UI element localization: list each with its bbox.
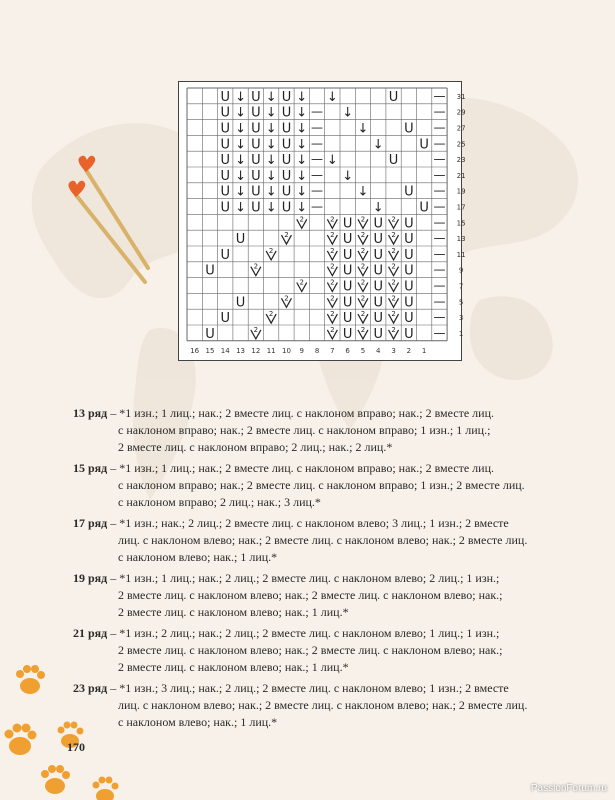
svg-text:2: 2 [360, 231, 366, 240]
yarn-over-symbol: U [404, 295, 414, 311]
purl-symbol: — [311, 183, 324, 198]
chart-col-label: 6 [345, 346, 350, 355]
yarn-over-symbol: U [251, 105, 261, 121]
decrease-arrow-symbol: ↓ [235, 89, 247, 105]
yarn-over-symbol: U [205, 326, 215, 342]
yarn-over-symbol: U [281, 153, 292, 169]
decrease-arrow-symbol: ↓ [342, 168, 354, 184]
chart-row-label: 19 [456, 187, 466, 196]
yarn-over-symbol: U [404, 184, 414, 200]
svg-text:2: 2 [391, 278, 396, 287]
instruction-line [73, 549, 551, 566]
purl-symbol: — [433, 104, 446, 119]
svg-text:2: 2 [253, 325, 259, 334]
instruction-line [73, 515, 551, 532]
yarn-over-symbol: U [220, 311, 231, 327]
svg-text:2: 2 [284, 294, 289, 303]
decrease-arrow-symbol: ↓ [235, 153, 247, 169]
decrease-arrow-symbol: ↓ [235, 121, 247, 137]
yarn-over-symbol: U [205, 263, 215, 279]
yarn-over-symbol: U [342, 311, 353, 327]
yarn-over-symbol: U [281, 105, 292, 121]
yarn-over-symbol: U [342, 216, 353, 232]
instruction-row [73, 625, 551, 676]
paw-icon [16, 665, 45, 694]
chart-row-label: 1 [458, 329, 464, 338]
purl-symbol: — [311, 152, 324, 167]
purl-symbol: — [433, 325, 446, 340]
svg-text:2: 2 [253, 262, 259, 271]
yarn-over-symbol: U [388, 153, 399, 169]
row-text: 2 вместе лиц. с наклоном влево; нак.; 2 вместе лиц. с наклоном влево; нак.; [118, 643, 503, 657]
svg-text:2: 2 [391, 310, 396, 319]
row-text: 2 вместе лиц. с наклоном влево; нак.; 1 лиц.* [118, 605, 349, 619]
svg-text:2: 2 [330, 325, 335, 334]
yarn-over-symbol: U [419, 200, 429, 216]
svg-text:2: 2 [299, 278, 304, 287]
decrease-arrow-symbol: ↓ [296, 105, 308, 121]
yarn-over-symbol: U [373, 247, 384, 263]
yarn-over-symbol: U [281, 89, 292, 105]
yarn-over-symbol: U [404, 121, 414, 137]
decrease-arrow-symbol: ↓ [265, 153, 277, 169]
yarn-over-symbol: U [373, 216, 384, 232]
decrease-arrow-symbol: ↓ [235, 184, 247, 200]
svg-text:2: 2 [284, 231, 289, 240]
row-text: с наклоном влево; нак.; 1 лиц.* [118, 550, 278, 564]
yarn-over-symbol: U [220, 121, 231, 137]
chart-row-label: 31 [456, 92, 466, 101]
svg-text:2: 2 [391, 231, 396, 240]
yarn-over-symbol: U [235, 295, 246, 311]
heart-icon [79, 156, 96, 172]
purl-symbol: — [433, 278, 446, 293]
yarn-over-symbol: U [404, 311, 414, 327]
yarn-over-symbol: U [404, 247, 414, 263]
decrease-arrow-symbol: ↓ [235, 105, 247, 121]
chart-col-label: 1 [421, 346, 427, 355]
yarn-over-symbol: U [373, 311, 384, 327]
decrease-arrow-symbol: ↓ [296, 153, 308, 169]
instruction-line [73, 587, 551, 604]
purl-symbol: — [311, 199, 324, 214]
decrease-arrow-symbol: ↓ [265, 89, 277, 105]
instruction-line [73, 405, 551, 422]
instruction-line [73, 604, 551, 621]
row-text: – *1 изн.; нак.; 2 лиц.; 2 вместе лиц. с наклоном влево; 3 лиц.; 1 изн.; 2 вместе [110, 516, 509, 530]
chart-row-label: 25 [456, 140, 466, 149]
purl-symbol: — [311, 167, 324, 182]
row-text: лиц. с наклоном влево; нак.; 2 вместе лиц. с наклоном влево; нак.; 2 вместе лиц. [118, 698, 528, 712]
row-text: – *1 изн.; 1 лиц.; нак.; 2 лиц.; 2 вместе лиц. с наклоном влево; 2 лиц.; 1 изн.; [110, 571, 500, 585]
k2tog-symbol [358, 294, 368, 307]
instruction-line [73, 439, 551, 456]
yarn-over-symbol: U [373, 295, 384, 311]
row-text: – *1 изн.; 2 лиц.; нак.; 2 лиц.; 2 вместе лиц. с наклоном влево; 1 лиц.; 1 изн.; [110, 626, 500, 640]
k2tog-symbol [327, 247, 337, 260]
yarn-over-symbol: U [404, 232, 414, 248]
decrease-arrow-symbol: ↓ [265, 184, 277, 200]
yarn-over-symbol: U [220, 200, 231, 216]
chart-row-label: 27 [456, 124, 466, 133]
row-text: с наклоном вправо; 2 лиц.; нак.; 3 лиц.* [118, 495, 321, 509]
row-text: – *1 изн.; 1 лиц.; нак.; 2 вместе лиц. с наклоном вправо; нак.; 2 вместе лиц. [110, 406, 494, 420]
svg-text:2: 2 [268, 310, 274, 319]
page-number: 170 [67, 740, 85, 754]
knitting-chart [178, 81, 466, 361]
yarn-over-symbol: U [342, 326, 353, 342]
yarn-over-symbol: U [220, 168, 231, 184]
decrease-arrow-symbol: ↓ [372, 200, 384, 216]
chart-row-label: 9 [458, 266, 464, 275]
k2tog-symbol [327, 310, 337, 323]
decrease-arrow-symbol: ↓ [296, 168, 308, 184]
heart-icon [69, 181, 86, 197]
purl-symbol: — [311, 104, 324, 119]
row-text: – *1 изн.; 1 лиц.; нак.; 2 вместе лиц. с наклоном вправо; нак.; 2 вместе лиц. [110, 461, 494, 475]
k2tog-symbol [389, 279, 399, 292]
svg-text:2: 2 [299, 215, 304, 224]
decrease-arrow-symbol: ↓ [296, 121, 308, 137]
row-text: 2 вместе лиц. с наклоном вправо; 2 лиц.; нак.; 2 лиц.* [118, 440, 393, 454]
yarn-over-symbol: U [373, 232, 384, 248]
instruction-line [73, 494, 551, 511]
decrease-arrow-symbol: ↓ [235, 200, 247, 216]
instruction-row [73, 405, 551, 456]
yarn-over-symbol: U [342, 232, 353, 248]
paw-icon [5, 724, 37, 756]
k2tog-symbol [327, 231, 337, 244]
k2tog-symbol [389, 215, 399, 228]
chart-col-label: 8 [314, 346, 320, 355]
instruction-line [73, 422, 551, 439]
instruction-line [73, 625, 551, 642]
row-label: 13 ряд [73, 406, 108, 420]
decrease-arrow-symbol: ↓ [265, 105, 277, 121]
svg-text:2: 2 [360, 325, 366, 334]
yarn-over-symbol: U [220, 89, 231, 105]
k2tog-symbol [389, 231, 399, 244]
svg-text:2: 2 [360, 294, 366, 303]
k2tog-symbol [327, 215, 337, 228]
svg-text:2: 2 [360, 310, 366, 319]
instruction-line [73, 460, 551, 477]
svg-text:2: 2 [360, 215, 366, 224]
instruction-line [73, 477, 551, 494]
instruction-line [73, 714, 551, 731]
k2tog-symbol [327, 326, 337, 339]
knitting-chart-grid [179, 82, 466, 360]
decrease-arrow-symbol: ↓ [235, 168, 247, 184]
decrease-arrow-symbol: ↓ [265, 121, 277, 137]
k2tog-symbol [389, 247, 399, 260]
yarn-over-symbol: U [342, 247, 353, 263]
purl-symbol: — [433, 183, 446, 198]
yarn-over-symbol: U [342, 295, 353, 311]
yarn-over-symbol: U [404, 216, 414, 232]
row-label: 21 ряд [73, 626, 108, 640]
purl-symbol: — [433, 167, 446, 182]
k2tog-symbol [389, 310, 399, 323]
chart-col-label: 11 [266, 346, 276, 355]
decrease-arrow-symbol: ↓ [372, 137, 384, 153]
svg-text:2: 2 [330, 310, 335, 319]
purl-symbol: — [433, 120, 446, 135]
instruction-row [73, 680, 551, 731]
instruction-line [73, 659, 551, 676]
k2tog-symbol [389, 263, 399, 276]
svg-text:2: 2 [391, 294, 396, 303]
instruction-line [73, 532, 551, 549]
chart-row-label: 29 [456, 108, 466, 117]
instruction-row [73, 570, 551, 621]
yarn-over-symbol: U [419, 137, 429, 153]
yarn-over-symbol: U [251, 184, 261, 200]
svg-text:2: 2 [391, 246, 396, 255]
k2tog-symbol [389, 294, 399, 307]
yarn-over-symbol: U [281, 200, 292, 216]
svg-text:2: 2 [391, 325, 396, 334]
yarn-over-symbol: U [251, 168, 261, 184]
yarn-over-symbol: U [404, 326, 414, 342]
svg-text:2: 2 [330, 215, 335, 224]
svg-text:2: 2 [268, 246, 274, 255]
instruction-row [73, 515, 551, 566]
row-label: 19 ряд [73, 571, 108, 585]
k2tog-symbol [297, 215, 307, 228]
k2tog-symbol [281, 294, 291, 307]
yarn-over-symbol: U [281, 168, 292, 184]
decrease-arrow-symbol: ↓ [342, 105, 354, 121]
purl-symbol: — [433, 294, 446, 309]
svg-text:2: 2 [330, 246, 335, 255]
k2tog-symbol [251, 263, 261, 276]
k2tog-symbol [327, 294, 337, 307]
row-text: – *1 изн.; 3 лиц.; нак.; 2 лиц.; 2 вместе лиц. с наклоном влево; 1 изн.; 2 вместе [110, 681, 509, 695]
k2tog-symbol [358, 263, 368, 276]
chart-row-label: 15 [456, 219, 466, 228]
yarn-over-symbol: U [251, 153, 261, 169]
chart-col-label: 14 [220, 346, 230, 355]
row-text: с наклоном вправо; нак.; 2 вместе лиц. с наклоном вправо; 1 изн.; 2 вместе лиц. [118, 478, 525, 492]
svg-text:2: 2 [330, 278, 335, 287]
svg-text:2: 2 [330, 294, 335, 303]
chart-col-label: 15 [205, 346, 215, 355]
knitting-instructions [73, 405, 551, 735]
yarn-over-symbol: U [220, 247, 231, 263]
svg-text:2: 2 [330, 231, 335, 240]
yarn-over-symbol: U [342, 263, 353, 279]
decrease-arrow-symbol: ↓ [296, 200, 308, 216]
chart-col-label: 5 [360, 346, 366, 355]
k2tog-symbol [389, 326, 399, 339]
k2tog-symbol [266, 247, 276, 260]
chart-col-label: 2 [406, 346, 412, 355]
row-text: лиц. с наклоном влево; нак.; 2 вместе лиц. с наклоном влево; нак.; 2 вместе лиц. [118, 533, 528, 547]
yarn-over-symbol: U [220, 137, 231, 153]
chart-col-label: 7 [330, 346, 335, 355]
row-text: с наклоном влево; нак.; 1 лиц.* [118, 715, 278, 729]
k2tog-symbol [358, 326, 368, 339]
chart-row-label: 5 [458, 298, 464, 307]
svg-text:2: 2 [360, 278, 366, 287]
decrease-arrow-symbol: ↓ [326, 89, 338, 105]
decrease-arrow-symbol: ↓ [357, 184, 369, 200]
row-text: 2 вместе лиц. с наклоном влево; нак.; 1 лиц.* [118, 660, 349, 674]
chart-col-label: 4 [376, 346, 381, 355]
chart-col-label: 9 [299, 346, 304, 355]
purl-symbol: — [433, 246, 446, 261]
chart-row-label: 13 [456, 235, 466, 244]
svg-text:2: 2 [391, 215, 396, 224]
yarn-over-symbol: U [235, 232, 246, 248]
chart-row-label: 11 [456, 250, 466, 259]
yarn-over-symbol: U [404, 263, 414, 279]
paw-icon [41, 765, 70, 794]
k2tog-symbol [297, 279, 307, 292]
purl-symbol: — [311, 136, 324, 151]
chart-row-label: 7 [458, 282, 464, 291]
yarn-over-symbol: U [251, 89, 261, 105]
decrease-arrow-symbol: ↓ [265, 168, 277, 184]
decrease-arrow-symbol: ↓ [296, 89, 308, 105]
purl-symbol: — [433, 262, 446, 277]
k2tog-symbol [281, 231, 291, 244]
yarn-over-symbol: U [281, 137, 292, 153]
row-label: 17 ряд [73, 516, 108, 530]
yarn-over-symbol: U [220, 184, 231, 200]
yarn-over-symbol: U [404, 279, 414, 295]
yarn-over-symbol: U [220, 105, 231, 121]
yarn-over-symbol: U [373, 279, 384, 295]
k2tog-symbol [327, 263, 337, 276]
purl-symbol: — [433, 215, 446, 230]
yarn-over-symbol: U [251, 137, 261, 153]
row-text: 2 вместе лиц. с наклоном влево; нак.; 2 вместе лиц. с наклоном влево; нак.; [118, 588, 503, 602]
row-label: 23 ряд [73, 681, 108, 695]
svg-text:2: 2 [330, 262, 335, 271]
instruction-line [73, 570, 551, 587]
k2tog-symbol [358, 215, 368, 228]
paw-icon [93, 777, 119, 800]
chart-col-label: 10 [281, 346, 291, 355]
decrease-arrow-symbol: ↓ [265, 137, 277, 153]
purl-symbol: — [433, 199, 446, 214]
chart-col-label: 3 [391, 346, 396, 355]
decrease-arrow-symbol: ↓ [296, 137, 308, 153]
site-watermark: PassionForum.ru [530, 783, 607, 794]
purl-symbol: — [433, 231, 446, 246]
instruction-line [73, 642, 551, 659]
yarn-over-symbol: U [251, 121, 261, 137]
yarn-over-symbol: U [281, 184, 292, 200]
yarn-over-symbol: U [281, 121, 292, 137]
decrease-arrow-symbol: ↓ [265, 200, 277, 216]
chart-col-label: 13 [236, 346, 246, 355]
decrease-arrow-symbol: ↓ [326, 153, 338, 169]
purl-symbol: — [433, 152, 446, 167]
yarn-over-symbol: U [342, 279, 353, 295]
decrease-arrow-symbol: ↓ [235, 137, 247, 153]
row-label: 15 ряд [73, 461, 108, 475]
k2tog-symbol [266, 310, 276, 323]
knitting-needles-illustration [60, 150, 160, 290]
purl-symbol: — [433, 310, 446, 325]
k2tog-symbol [358, 247, 368, 260]
purl-symbol: — [433, 88, 446, 103]
instruction-line [73, 697, 551, 714]
purl-symbol: — [433, 136, 446, 151]
purl-symbol: — [311, 120, 324, 135]
decrease-arrow-symbol: ↓ [357, 121, 369, 137]
yarn-over-symbol: U [220, 153, 231, 169]
yarn-over-symbol: U [373, 326, 384, 342]
instruction-line [73, 680, 551, 697]
yarn-over-symbol: U [251, 200, 261, 216]
svg-text:2: 2 [360, 262, 366, 271]
yarn-over-symbol: U [373, 263, 384, 279]
chart-row-label: 21 [456, 171, 466, 180]
k2tog-symbol [327, 279, 337, 292]
k2tog-symbol [358, 231, 368, 244]
chart-col-label: 12 [251, 346, 261, 355]
k2tog-symbol [358, 279, 368, 292]
k2tog-symbol [251, 326, 261, 339]
yarn-over-symbol: U [388, 89, 399, 105]
chart-row-label: 23 [456, 156, 466, 165]
chart-row-label: 17 [456, 203, 466, 212]
decrease-arrow-symbol: ↓ [296, 184, 308, 200]
svg-text:2: 2 [360, 246, 366, 255]
chart-col-label: 16 [190, 346, 200, 355]
svg-text:2: 2 [391, 262, 396, 271]
k2tog-symbol [358, 310, 368, 323]
instruction-row [73, 460, 551, 511]
chart-row-label: 3 [458, 314, 464, 323]
row-text: с наклоном вправо; нак.; 2 вместе лиц. с наклоном вправо; 1 изн.; 1 лиц.; [118, 423, 491, 437]
